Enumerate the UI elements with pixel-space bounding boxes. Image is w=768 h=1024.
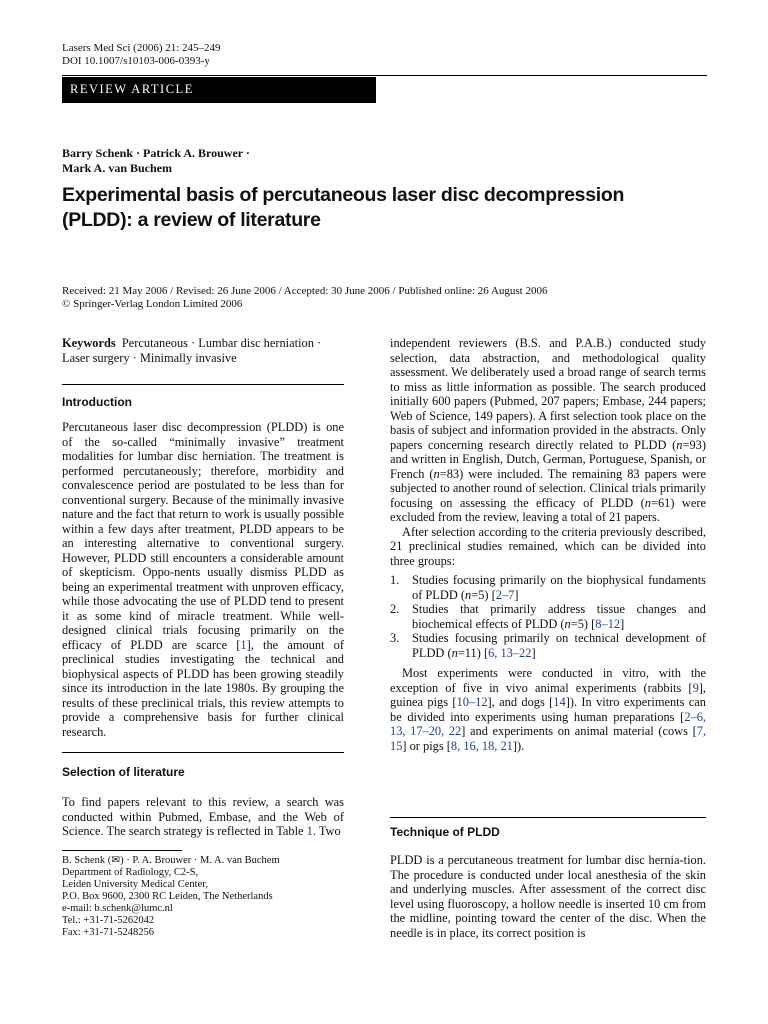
footnote-line: Leiden University Medical Center, [62,879,208,890]
italic-n: n [564,616,571,631]
list-number: 1. [390,573,400,587]
citation-link[interactable]: 14 [553,695,566,709]
text-run: ] [620,616,625,631]
authors [62,146,250,176]
italic-n: n [433,466,440,481]
citation-link[interactable]: 10–12 [456,695,488,709]
citation-link[interactable]: 1 [240,637,247,652]
section-heading-technique: Technique of PLDD [390,825,500,839]
table-link[interactable]: 1 [306,824,313,838]
citation-link[interactable]: 9 [692,680,699,695]
citation-link[interactable]: 8–12 [595,616,621,631]
list-item [390,573,706,602]
text-run: ], and dogs [ [487,695,554,709]
technique-text: PLDD is a percutaneous treatment for lumbar disc hernia-tion. The procedure is conducted under local anesthesia of the skin and underlying muscles. After assessment of the correct disc level using fluoroscopy, a hollow needle is inserted 10 cm from the midline, pointing toward the center of the disc. When the needle is in place, its correct position is [390,853,706,940]
authors-line: Mark A. van Buchem [62,161,173,175]
list-item [390,631,706,660]
keywords [62,336,344,365]
footnote-line: Tel.: +31-71-5262042 [62,915,155,926]
text-run: ] and experiments on animal material (cows [ [461,724,697,738]
text-run: ] [531,645,536,660]
title-line: (PLDD): a review of literature [62,209,321,231]
footnote-line: B. Schenk (✉) · P. A. Brouwer · M. A. van Buchem [62,855,280,866]
correspondence-footnote [62,855,280,939]
article-type-banner [62,77,376,103]
email[interactable]: e-mail: b.schenk@lumc.nl [62,903,173,914]
article-title [62,183,707,233]
publication-history [62,285,547,311]
text-run: ], the amount of preclinical studies investigating the technical and biophysical aspects of PLDD has been growing steadily since its introduction in the late 1980s. By grouping the results of these preclinical trials, this review attempts to provide a comprehensive basis for further clinical research. [62,637,344,739]
text-run: To find papers relevant to this review, a search was conducted within Pubmed, Embase, and the Web of Science. The search strategy is reflected in Table [62,795,344,838]
list-number: 3. [390,631,400,645]
text-run: =11) [ [457,645,489,660]
authors-line: Barry Schenk · Patrick A. Brouwer · [62,146,250,160]
text-run: =83) were included. The remaining 83 papers were subjected to another round of selection. Clinical trials primarily focusing on assessing the efficacy of PLDD ( [390,466,706,510]
footnote-rule [62,850,182,851]
received-dates: Received: 21 May 2006 / Revised: 26 June 2006 / Accepted: 30 June 2006 / Published online: 26 August 2006 [62,285,548,297]
list-item [390,602,706,631]
text-run: ]). [512,738,525,753]
citation-link[interactable]: 2–6, 13, 17–20, 22 [390,709,706,738]
footnote-line: P.O. Box 9600, 2300 RC Leiden, The Netherlands [62,891,273,902]
text-run: =5) [ [471,587,496,602]
study-group-list [390,573,706,660]
section-rule [62,384,344,385]
text-run: . Two [312,824,341,838]
section-heading-selection: Selection of literature [62,765,185,779]
italic-n: n [451,645,458,660]
citation-link[interactable]: 7, 15 [390,724,706,753]
text-run: ]). In vitro experiments can be divided into experiments using human preparations [ [390,695,706,724]
citation-link[interactable]: 8, 16, 18, 21 [450,738,513,753]
section-rule [62,752,344,753]
section-heading-introduction: Introduction [62,395,132,409]
italic-n: n [644,495,651,510]
selection-paragraph [62,795,344,839]
header-rule [62,75,707,76]
keywords-label: Keywords [62,336,116,350]
technique-paragraph [390,853,706,940]
list-number: 2. [390,602,400,616]
italic-n: n [465,587,472,602]
keywords-text: Percutaneous · Lumbar disc herniation · Laser surgery · Minimally invasive [62,336,322,365]
selection-continued [390,336,706,753]
text-run: Studies that primarily address tissue changes and biochemical effects of PLDD ( [412,602,706,631]
text-run: Percutaneous laser disc decompression (PLDD) is one of the so-called “minimally invasive” treatment modalities for lumbar disc herniation. The treatment is performed percutaneously; therefore, morbidity and convalescence period are postulated to be less than for conventional surgery. Because of the minimally invasive nature and the fact that return to work is usually possible within a few days after treatment, PLDD appears to be an interesting alternative to conventional surgery. However, PLDD still encounters a considerable amount of skepticism. Oppo-nents usually dismiss PLDD as being an experimental treatment with unproven efficacy, while those advocating the use of PLDD tend to present it as some kind of miracle treatment. While well-designed clinical trials focusing primarily on the efficacy of PLDD are scarce [ [62,420,344,652]
text-run: =61) were excluded from the review, leaving a total of 21 papers. [390,495,706,524]
text-run: =5) [ [570,616,596,631]
citation-link[interactable]: 6, 13–22 [488,645,532,660]
text-run: After selection according to the criteria previously described, 21 preclinical studies remained, which can be divided into three groups: [390,524,706,568]
text-run: Studies focusing primarily on the biophysical fundaments of PLDD ( [412,573,706,602]
introduction-paragraph [62,420,344,739]
text-run: ] [514,587,519,602]
citation-link[interactable]: 2–7 [495,587,515,602]
italic-n: n [676,437,683,452]
text-run: ] or pigs [ [402,738,451,753]
footnote-line: Department of Radiology, C2-S, [62,867,199,878]
journal-citation: Lasers Med Sci (2006) 21: 245–249 [62,42,221,54]
footnote-line: Fax: +31-71-5248256 [62,927,154,938]
article-type: REVIEW ARTICLE [70,82,194,96]
text-run: =93) and written in English, Dutch, German, Portuguese, Spanish, or French ( [390,437,706,481]
text-run: independent reviewers (B.S. and P.A.B.) conducted study selection, data abstraction, and methodological quality assessment. We deliberately used a broad range of search terms to miss as little information as possible. The search produced initially 600 papers (Pubmed, 207 papers; Embase, 244 papers; Web of Science, 149 papers). A first selection took place on the basis of subject and information provided in the abstracts. Only papers concerning research directly related to PLDD ( [390,336,706,452]
text-run: Most experiments were conducted in vitro, with the exception of five in vivo animal experiments (rabbits [ [390,666,706,695]
section-rule [390,817,706,818]
copyright: © Springer-Verlag London Limited 2006 [62,298,243,310]
journal-citation-block [62,42,221,68]
doi[interactable]: DOI 10.1007/s10103-006-0393-y [62,55,210,67]
text-run: Studies focusing primarily on technical development of PLDD ( [412,631,706,660]
title-line: Experimental basis of percutaneous laser disc decompression [62,184,625,206]
text-run: ], guinea pigs [ [390,680,706,709]
